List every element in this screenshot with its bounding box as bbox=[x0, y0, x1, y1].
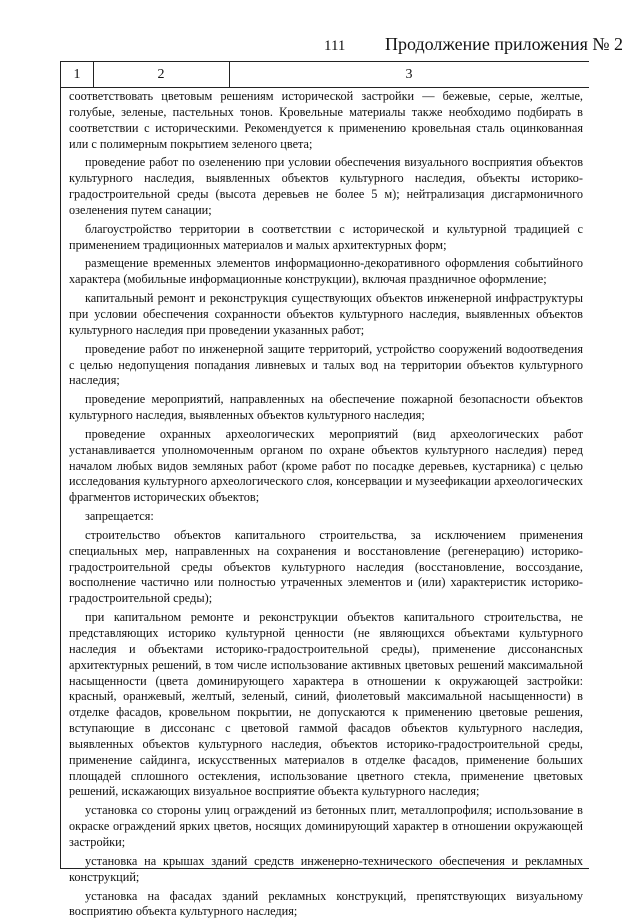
column-divider bbox=[93, 62, 94, 87]
column-header-2: 2 bbox=[157, 67, 165, 82]
paragraph: капитальный ремонт и реконструкция существующих объектов инженерной инфраструктуры при условии обеспечения сохранности объектов культурного наследия, выявленных объектов культурного наследия при проведении указанных работ; bbox=[69, 291, 583, 337]
paragraph: строительство объектов капитального строительства, за исключением применения специальных мер, направленных на сохранения и восстановление (регенерацию) историко-градостроительной среды объектов культурного наследия (восстановление, воссоздание, восполнение частично или полностью утраченных элементов и (или) характеристик историко-градостроительной среды); bbox=[69, 527, 583, 606]
paragraph: проведение работ по инженерной защите территорий, устройство сооружений водоотведения с целью недопущения попадания ливневых и талых вод на территории объектов культурного наследия; bbox=[69, 341, 583, 388]
paragraph: установка на фасадах зданий рекламных конструкций, препятствующих визуальному восприятию объекта культурного наследия; bbox=[69, 888, 583, 919]
paragraph: установка со стороны улиц ограждений из бетонных плит, металлопрофиля; использование в окраске ограждений ярких цветов, носящих доминирующий характер в отношении окружающей застройки; bbox=[69, 803, 583, 849]
document-table bbox=[60, 61, 589, 919]
column-header-3: 3 bbox=[405, 67, 413, 82]
table-body-text bbox=[69, 89, 583, 923]
column-header-1: 1 bbox=[73, 67, 81, 82]
column-divider bbox=[229, 62, 230, 87]
paragraph: установка на крышах зданий средств инженерно-технического обеспечения и рекламных конструкций; bbox=[69, 853, 583, 884]
paragraph: при капитальном ремонте и реконструкции объектов капитального строительства, не представляющих историко культурной ценности (не являющихся объектами культурного наследия и объектами историко-градостроительной среды), применение диссонансных архитектурных решений, в том числе использование активных цветовых решений максимальной насыщенности (цвета доминирующего характера в отношении к окружающей застройки: красный, оранжевый, желтый, зеленый, синий, фиолетовый максимальной насыщенности) в отделке фасадов, кровельном покрытии, не допускаются к применению цветовые решения, вступающие в диссонанс с цветовой гаммой фасадов объектов культурного наследия, выявленных объектов культурного наследия, объектов историко-градостроительной среды, применение сайдинга, искусственных материалов в отделке фасадов, применение больших площадей сплошного остекления, использование цветного стекла, применение цветовых решений, искажающих визуальное восприятие объекта культурного наследия; bbox=[69, 610, 583, 799]
paragraph: размещение временных элементов информационно-декоративного оформления событийного характера (мобильные информационные конструкции), включая праздничное оформление; bbox=[69, 256, 583, 287]
paragraph: проведение охранных археологических мероприятий (вид археологических работ устанавливается уполномоченным органом по охране объектов культурного наследия) перед началом любых видов земляных работ (кроме работ по посадке деревьев, кустарника) с целью исследования культурного археологического слоя, консервации и музеефикации археологических фрагментов исторических объектов; bbox=[69, 426, 583, 505]
header-divider bbox=[61, 87, 589, 88]
paragraph: проведение работ по озеленению при условии обеспечения визуального восприятия объектов культурного наследия, выявленных объектов культурного наследия, объекты историко-градостроительной среды (высота деревьев не более 5 м); нейтрализация дисгармоничного озеленения путем санации; bbox=[69, 155, 583, 217]
paragraph: благоустройство территории в соответствии с исторической и культурной традицией с применением традиционных материалов и малых архитектурных форм; bbox=[69, 221, 583, 252]
paragraph: соответствовать цветовым решениям исторической застройки — бежевые, серые, желтые, голубые, зеленые, пастельных тонов. Кровельные материалы также необходимо подбирать в соответствии с историческими. Рекомендуется к применению кровельная сталь оцинкованная или с полимерным покрытием зеленого цвета; bbox=[69, 89, 583, 151]
appendix-continuation-header: Продолжение приложения № 2 bbox=[385, 34, 624, 54]
paragraph: проведение мероприятий, направленных на обеспечение пожарной безопасности объектов культурного наследия, выявленных объектов культурного наследия; bbox=[69, 392, 583, 423]
page-number: 111 bbox=[324, 38, 346, 54]
paragraph: запрещается: bbox=[85, 509, 154, 524]
